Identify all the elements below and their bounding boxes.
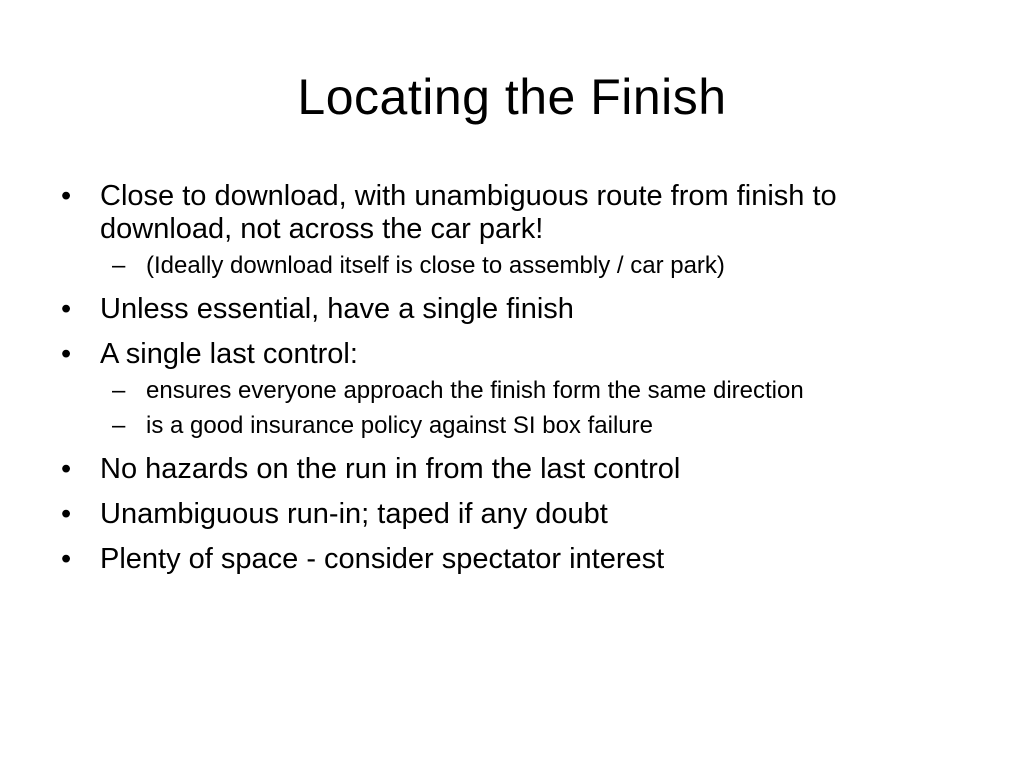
dash-marker: – (112, 252, 126, 279)
dash-marker: – (112, 377, 126, 404)
bullet-item (58, 453, 958, 486)
bullet-item (58, 180, 958, 246)
bullet-text: Unless essential, have a single finish (100, 293, 574, 325)
sub-bullet-text: ensures everyone approach the finish form the same direction (146, 377, 804, 404)
sub-bullet-item (58, 376, 958, 406)
slide-title: Locating the Finish (297, 69, 727, 125)
bullet-marker: • (61, 453, 72, 485)
sub-bullet-item (58, 251, 958, 281)
bullet-text: A single last control: (100, 338, 358, 370)
sub-bullet-text: is a good insurance policy against SI box failure (146, 412, 653, 439)
sub-bullet-item (58, 411, 958, 441)
bullet-marker: • (61, 338, 72, 370)
bullet-list (58, 180, 958, 576)
bullet-marker: • (61, 498, 72, 530)
bullet-marker: • (61, 543, 72, 575)
dash-marker: – (112, 412, 126, 439)
bullet-text: Close to download, with unambiguous route from finish to download, not across the car park! (100, 180, 837, 245)
bullet-item (58, 293, 958, 326)
bullet-text: No hazards on the run in from the last control (100, 453, 681, 485)
bullet-marker: • (61, 293, 72, 325)
bullet-item (58, 338, 958, 371)
bullet-text: Unambiguous run-in; taped if any doubt (100, 498, 608, 530)
bullet-text: Plenty of space - consider spectator interest (100, 543, 665, 575)
sub-bullet-text: (Ideally download itself is close to assembly / car park) (146, 252, 725, 279)
bullet-item (58, 498, 958, 531)
bullet-item (58, 543, 958, 576)
bullet-marker: • (61, 180, 72, 212)
